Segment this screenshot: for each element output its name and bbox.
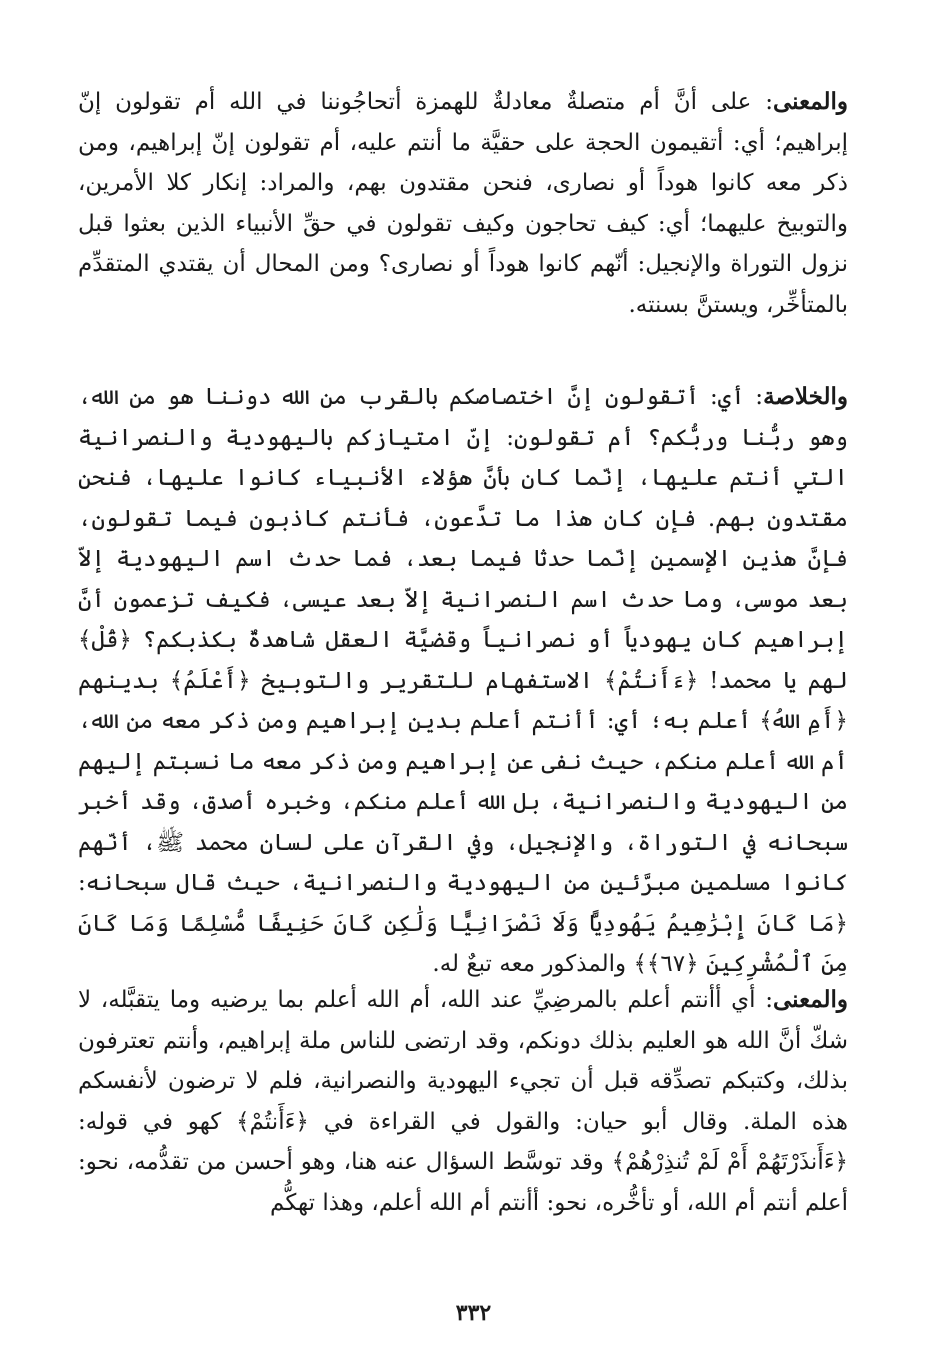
paragraph-meaning-1 [78, 82, 848, 325]
paragraph-body: : على أنَّ أم متصلةٌ معادلةٌ للهمزة أتحاجُوننا في الله أم تقولون إنّ إبراهيم؛ أي: أتقيمون الحجة على حقيَّة ما أنتم عليه، أم تقولون إنّ إبراهيم، ومن ذكر معه كانوا هوداً أو نصارى، فنحن مقتدون بهم، والمراد: إنكار كلا الأمرين، والتوبيخ عليهما؛ أي: كيف تحاجون وكيف تقولون في حقِّ الأنبياء الذين بعثوا قبل نزول التوراة والإنجيل: أنّهم كانوا هوداً أو نصارى؟ ومن المحال أن يقتدي المتقدِّم بالمتأخِّر، ويستنَّ بسنته. [78, 89, 848, 318]
paragraph-meaning-2 [78, 980, 848, 1223]
paragraph-summary [78, 377, 848, 985]
page-number: ٣٣٢ [455, 1300, 492, 1326]
paragraph-body: : أي أأنتم أعلم بالمرضِيِّ عند الله، أم الله أعلم بما يرضيه وما يتقبَّله، لا شكّ أنَّ الله هو العليم بذلك دونكم، وقد ارتضى للناس ملة إبراهيم، وأنتم تعترفون بذلك، وكتبكم تصدِّقه قبل أن تجيء اليهودية والنصرانية، فلم لا ترضون لأنفسكم هذه الملة. وقال أبو حيان: والقول في القراءة في ﴿ءَأَنتُمْ﴾ كهو في قوله: ﴿ءَأَنذَرْتَهُمْ أَمْ لَمْ تُنذِرْهُمْ﴾ وقد توسَّط السؤال عنه هنا، وهو أحسن من تقدُّمه، نحو: أعلم أنتم أم الله، أو تأخُّره، نحو: أأنتم أم الله أعلم، وهذا تهكُّم [78, 987, 848, 1216]
paragraph-lead-term: والمعنى [772, 986, 848, 1013]
paragraph-body: : أي: أتقولون إنَّ اختصاصكم بالقرب من الله دوننا هو من الله، وهو ربُّنا وربُّكم؟ أم تقولون: إنّ امتيازكم باليهودية والنصرانية التي أنتم عليها، إنّما كان بأنَّ هؤلاء الأنبياء كانوا عليها، فنحن مقتدون بهم. فإن كان هذا ما تدَّعون، فأنتم كاذبون فيما تقولون، فإنَّ هذين الإسمين إنّما حدثا فيما بعد، فما حدث اسم اليهودية إلاّ بعد موسى، وما حدث اسم النصرانية إلاّ بعد عيسى، فكيف تزعمون أنَّ إبراهيم كان يهودياً أو نصرانياً وقضيَّة العقل شاهدةٌ بكذبكم؟ ﴿قُلْ﴾ لهم يا محمد! ﴿ءَأَنتُمْ﴾ الاستفهام للتقرير والتوبيخ ﴿أَعْلَمُ﴾ بدينهم ﴿أَمِ اللهُ﴾ أعلم به؛ أي: أأنتم أعلم بدين إبراهيم ومن ذكر معه من الله، أم الله أعلم منكم، حيث نفى عن إبراهيم ومن ذكر معه ما نسبتم إليهم من اليهودية والنصرانية، بل الله أعلم منكم، وخبره أصدق، وقد أخبر سبحانه في التوراة، والإنجيل، وفي القرآن على لسان محمد ﷺ، أنّهم كانوا مسلمين مبرَّئين من اليهودية والنصرانية، حيث قال سبحانه: ﴿مَا كَانَ إِبْرَٰهِيمُ يَهُودِيًّا وَلَا نَصْرَانِيًّا وَلَٰكِن كَانَ حَنِيفًا مُّسْلِمًا وَمَا كَانَ مِنَ ٱلْمُشْرِكِينَ ﴿٦٧﴾﴾ والمذكور معه تبعٌ له. [78, 384, 848, 977]
paragraph-lead-term: والمعنى [772, 88, 848, 115]
paragraph-lead-term: والخلاصة [763, 383, 848, 410]
